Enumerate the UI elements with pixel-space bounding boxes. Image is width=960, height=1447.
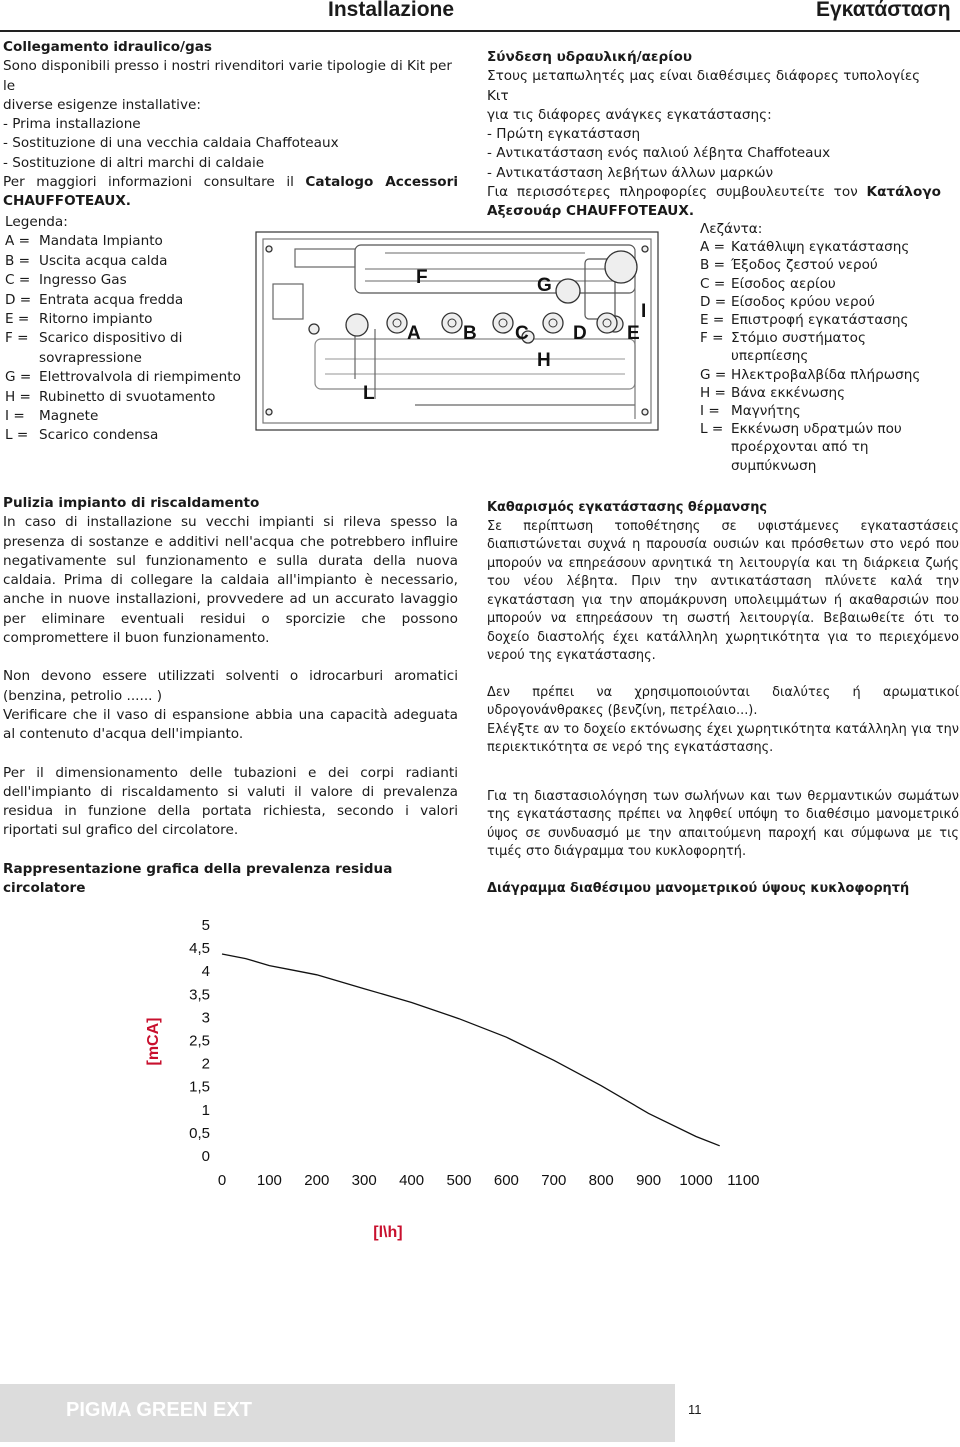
y-tick-label: 1,5: [189, 1078, 210, 1096]
legend-it-item: L = Scarico condensa: [5, 427, 159, 444]
legend-it: [5, 213, 245, 446]
legend-gr-item: L = Εκκένωση υδρατμών που προέρχονται από τη συμπύκνωση: [700, 421, 902, 474]
diagram-label-e: E: [627, 323, 640, 344]
it-intro-line: diverse esigenze installative:: [3, 96, 201, 113]
it-intro-section: [3, 38, 458, 212]
x-tick-label: 400: [399, 1172, 425, 1189]
gr-intro-more: [487, 183, 941, 222]
page-number: 11: [688, 1402, 702, 1417]
x-tick-label: 300: [351, 1172, 377, 1189]
y-axis-label: [mCA]: [145, 1017, 162, 1066]
x-tick-label: 100: [256, 1172, 282, 1189]
diagram-label-a: A: [407, 323, 421, 344]
it-intro-more-text: Per maggiori informazioni consultare il: [3, 174, 294, 191]
legend-gr-item: C = Είσοδος αερίου: [700, 275, 836, 292]
legend-it-item: E = Ritorno impianto: [5, 311, 153, 328]
y-tick-label: 4: [201, 963, 210, 981]
legend-gr-item: B = Έξοδος ζεστού νερού: [700, 257, 878, 274]
fitting-a: [387, 313, 407, 333]
gr-cleaning-p4: Για τη διαστασιολόγηση των σωλήνων και των θερμαντικών σωμάτων της εγκατάστασης πρέπει να ληφθεί υπόψη το διαθέσιμο μανομετρικό ύψος σε συνδυασμό με την απαιτούμενη παροχή και σύμφωνα με τις τιμές στο διάγραμμα του κυκλοφορητή.: [487, 788, 959, 859]
it-intro-catalog: Catalogo Accessori CHAUFFOTEAUX.: [3, 174, 458, 210]
diagram-label-g: G: [537, 275, 552, 296]
legend-it-item: B = Uscita acqua calda: [5, 252, 168, 269]
it-intro-line: - Sostituzione di altri marchi di caldaie: [3, 154, 265, 171]
y-tick-label: 2,5: [189, 1032, 210, 1050]
diagram-label-l: L: [363, 383, 375, 404]
legend-it-item: G = Elettrovalvola di riempimento: [5, 369, 241, 386]
x-tick-label: 0: [217, 1172, 227, 1189]
y-tick-label: 5: [201, 917, 210, 934]
legend-gr-item: H = Βάνα εκκένωσης: [700, 384, 846, 401]
it-cleaning-p4: Per il dimensionamento delle tubazioni e dei corpi radianti dell'impianto di riscaldamento si valuti il valore di prevalenza residua in funzione della portata richiesta, secondo i valori riportati sul grafico del circolatore.: [3, 764, 458, 839]
condensate-trap-component: [346, 314, 368, 336]
it-cleaning-p2: Non devono essere utilizzati solventi o idrocarburi aromatici (benzina, petrolio ...... ): [3, 668, 458, 704]
legend-gr-title: Λεζάντα:: [700, 221, 763, 237]
diagram-label-c: C: [515, 323, 529, 344]
legend-gr-item: I = Μαγνήτης: [700, 403, 801, 420]
x-tick-label: 200: [304, 1172, 330, 1189]
legend-gr-item: F = Στόμιο συστήματος υπερπίεσης: [700, 330, 866, 365]
diagram-label-f: F: [416, 267, 428, 288]
it-cleaning-p1: In caso di installazione su vecchi impianti si rileva spesso la presenza di sostanze e additivi nell'acqua che potrebbero influire negativamente sul funzionamento e sulla durata della nuova caldaia. Prima di collegare la caldaia all'impianto è necessario, anche in nuove installazioni, provvedere ad un accurato lavaggio per eliminare eventuali residui o sporcizie che possono compromettere il buon funzionamento.: [3, 514, 458, 647]
legend-gr-item: D = Είσοδος κρύου νερού: [700, 293, 875, 310]
gr-intro-line: - Αντικατάσταση ενός παλιού λέβητα Chaffoteaux: [487, 145, 831, 162]
fitting-e: [597, 313, 617, 333]
legend-gr-item: G = Ηλεκτροβαλβίδα πλήρωσης: [700, 366, 921, 383]
gr-cleaning-section: [487, 499, 959, 898]
y-tick-label: 0: [201, 1148, 210, 1165]
gr-intro-line: - Πρώτη εγκατάσταση: [487, 126, 641, 143]
gr-intro-catalog: Κατάλογο Αξεσουάρ CHAUFFOTEAUX.: [487, 184, 941, 220]
y-tick-label: 1: [201, 1101, 210, 1119]
legend-it-item: A = Mandata Impianto: [5, 233, 163, 250]
y-tick-label: 4,5: [189, 940, 210, 958]
legend-gr-item: E = Επιστροφή εγκατάστασης: [700, 312, 909, 329]
x-tick-label: 900: [636, 1172, 662, 1189]
gr-intro-line: - Αντικατάσταση λεβήτων άλλων μαρκών: [487, 164, 774, 181]
legend-gr: [700, 220, 940, 475]
it-intro-line: - Prima installazione: [3, 116, 141, 133]
y-tick-label: 0,5: [189, 1124, 210, 1142]
diagram-label-i: I: [641, 301, 647, 322]
x-tick-label: 800: [588, 1172, 614, 1189]
series-line-prevalenza: [222, 954, 720, 1146]
x-axis-label: [l\h]: [373, 1224, 403, 1241]
legend-it-item: H = Rubinetto di svuotamento: [5, 388, 216, 405]
x-tick-label: 600: [493, 1172, 519, 1189]
header-title-gr: Εγκατάσταση: [816, 0, 951, 21]
it-intro-title: Collegamento idraulico/gas: [3, 39, 213, 55]
gr-cleaning-p2: Δεν πρέπει να χρησιμοποιούνται διαλύτες ή αρωματικοί υδρογονάνθρακες (βενζίνη, πετρέλαιο...).: [487, 684, 959, 718]
boiler-connections-diagram: [255, 229, 660, 432]
footer-product: PIGMA GREEN EXT: [66, 1399, 252, 1421]
it-cleaning-section: [3, 494, 458, 898]
fitting-b: [442, 313, 462, 333]
legend-it-title: Legenda:: [5, 214, 68, 230]
x-tick-label: 700: [541, 1172, 567, 1189]
gr-intro-more-text: Για περισσότερες πληροφορίες συμβουλευτείτε τον: [487, 184, 858, 201]
y-tick-label: 3,5: [189, 986, 210, 1004]
x-tick-label: 1000: [679, 1172, 713, 1189]
legend-it-item: F = Scarico dispositivo di sovrapressione: [5, 330, 183, 366]
gr-intro-line: Στους μεταπωλητές μας είναι διαθέσιμες διάφορες τυπολογίες Κιτ: [487, 68, 921, 104]
pump-head-chart: [120, 905, 800, 1245]
legend-gr-item: A = Κατάθλιψη εγκατάστασης: [700, 239, 910, 256]
legend-it-item: I = Magnete: [5, 408, 99, 425]
it-cleaning-p3: Verificare che il vaso di espansione abbia una capacità adeguata al contenuto d'acqua dell'impianto.: [3, 706, 458, 743]
gr-cleaning-title: Καθαρισμός εγκατάστασης θέρμανσης: [487, 500, 768, 515]
gr-cleaning-p3: Ελέγξτε αν το δοχείο εκτόνωσης έχει χωρητικότητα κατάλληλη για την περιεκτικότητα σε νερό της εγκατάστασης.: [487, 721, 959, 755]
it-intro-line: Sono disponibili presso i nostri rivenditori varie tipologie di Kit per le: [3, 58, 452, 94]
magnet-component: [605, 251, 637, 283]
header-title-it: Installazione: [328, 0, 455, 21]
fill-valve-component: [556, 279, 580, 303]
x-tick-label: 1100: [727, 1172, 760, 1189]
gr-intro-section: [487, 48, 941, 222]
gr-intro-line: για τις διάφορες ανάγκες εγκατάστασης:: [487, 106, 772, 123]
it-cleaning-title: Pulizia impianto di riscaldamento: [3, 495, 260, 511]
diagram-label-b: B: [463, 323, 477, 344]
diagram-label-h: H: [537, 350, 551, 371]
fitting-d: [543, 313, 563, 333]
fitting-c: [493, 313, 513, 333]
header-divider: [0, 30, 960, 32]
it-intro-line: - Sostituzione di una vecchia caldaia Chaffoteaux: [3, 135, 339, 152]
gr-chart-title: Διάγραμμα διαθέσιμου μανομετρικού ύψους κυκλοφορητή: [487, 880, 910, 896]
y-tick-label: 2: [201, 1055, 210, 1073]
x-tick-label: 500: [446, 1172, 472, 1189]
it-chart-title: Rappresentazione grafica della prevalenza residua circolatore: [3, 860, 393, 897]
diagram-label-d: D: [573, 323, 587, 344]
gr-intro-title: Σύνδεση υδραυλική/αερίου: [487, 49, 693, 65]
legend-it-item: C = Ingresso Gas: [5, 272, 127, 289]
gr-cleaning-p1: Σε περίπτωση τοποθέτησης σε υφιστάμενες εγκαταστάσεις διαπιστώνεται συχνά η παρουσία ουσιών και πρόσθετων στο νερό που μπορούν να επηρεάσουν αρνητικά τη λειτουργία και τη διάρκεια ζωής του νέου λέβητα. Πριν την αντικατάσταση πλύνετε καλά την εγκατάσταση για την απομάκρυνση υπολειμμάτων ή ακαθαρσιών που μπορούν να επηρεάσουν τη σωστή λειτουργία. Βεβαιωθείτε ότι το δοχείο διαστολής έχει κατάλληλη χωρητικότητα για το περιεχόμενο νερού της εγκατάστασης.: [487, 518, 959, 663]
legend-it-item: D = Entrata acqua fredda: [5, 291, 184, 308]
y-tick-label: 3: [201, 1009, 210, 1027]
it-intro-more: [3, 173, 458, 212]
